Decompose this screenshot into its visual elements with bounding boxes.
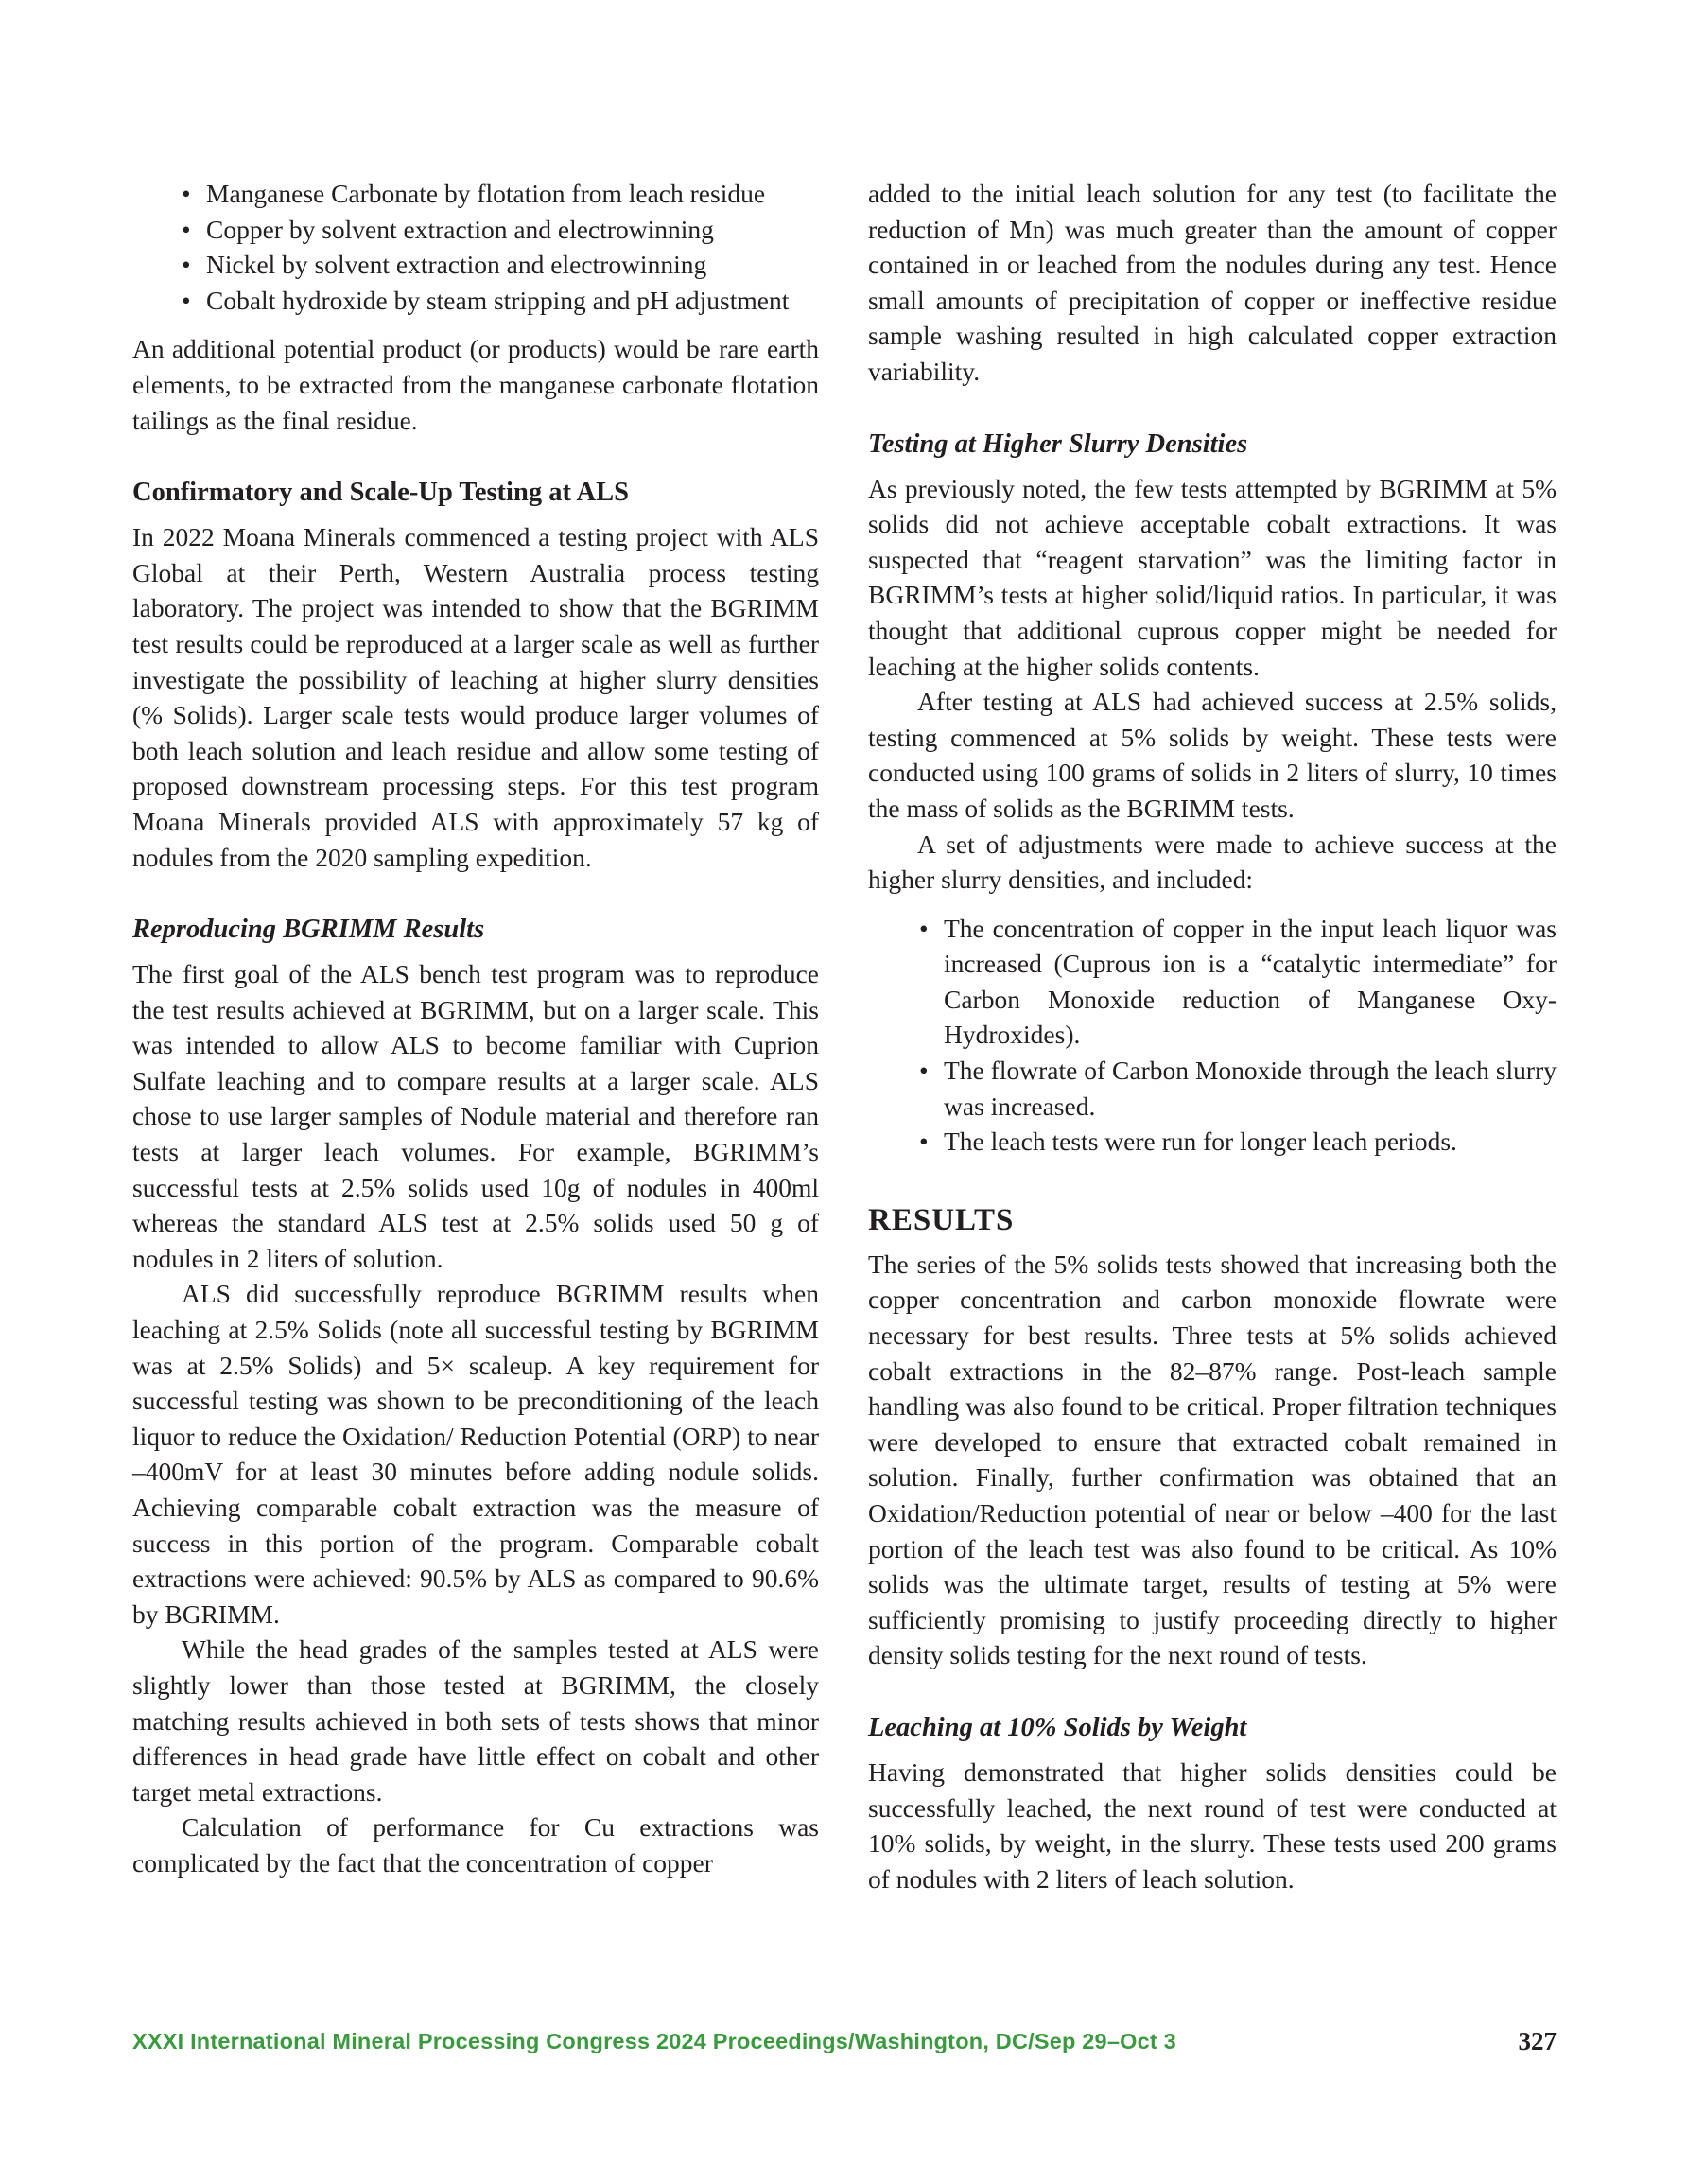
paragraph-higher-density-3: A set of adjustments were made to achieve success at the higher slurry densities, and included: bbox=[868, 829, 1557, 895]
footer-proceedings-text: XXXI International Mineral Processing Congress 2024 Proceedings/Washington, DC/Sep 29–Oct 3 bbox=[132, 2029, 1176, 2053]
adjustments-bullet-list bbox=[868, 911, 1557, 1160]
subsection-heading-reproducing: Reproducing BGRIMM Results bbox=[132, 915, 485, 945]
paragraph-continued: added to the initial leach solution for any test (to facilitate the reduction of Mn) was much greater than the amount of copper contained in or leached from the nodules during any test. Hence small amounts of precipitation of copper or ineffective residue sample washing resulted in high calculated copper extraction variability. bbox=[868, 179, 1557, 386]
list-item: • The flowrate of Carbon Monoxide through the leach slurry was increased. bbox=[868, 1053, 1557, 1124]
section-heading-confirmatory: Confirmatory and Scale-Up Testing at ALS bbox=[132, 478, 629, 508]
subsection-heading-higher-density: Testing at Higher Slurry Densities bbox=[868, 428, 1248, 459]
list-item: • Cobalt hydroxide by steam stripping and pH adjustment bbox=[132, 283, 819, 319]
paragraph-results: The series of the 5% solids tests showed that increasing both the copper concentration and carbon monoxide flowrate were necessary for best results. Three tests at 5% solids achieved cobalt extractions in the 82–87% range. Post-leach sample handling was also found to be critical. Proper filtration techniques were developed to ensure that extracted cobalt remained in solution. Finally, further confirmation was obtained that an Oxidation/Reduction potential of near or below –400 for the last portion of the leach test was also found to be critical. As 10% solids was the ultimate target, results of testing at 5% were sufficiently promising to justify proceeding directly to higher density solids testing for the next round of tests. bbox=[868, 1249, 1557, 1670]
page-number: 327 bbox=[1518, 2027, 1557, 2055]
section-heading-results: RESULTS bbox=[868, 1202, 1015, 1237]
list-item: • The concentration of copper in the input leach liquor was increased (Cuprous ion is a “catalytic intermediate” for Carbon Monoxide reduction of Manganese Oxy-Hydroxides). bbox=[868, 911, 1557, 1053]
right-column bbox=[868, 176, 1557, 1896]
list-item: • The leach tests were run for longer leach periods. bbox=[868, 1124, 1557, 1160]
paragraph-confirmatory: In 2022 Moana Minerals commenced a testing project with ALS Global at their Perth, Western Australia process testing laboratory. The project was intended to show that the BGRIMM test results could be reproduced at a larger scale as well as further investigate the possibility of leaching at higher slurry densities (% Solids). Larger scale tests would produce larger volumes of both leach solution and leach residue and allow some testing of proposed downstream processing steps. For this test program Moana Minerals provided ALS with approximately 57 kg of nodules from the 2020 sampling expedition. bbox=[132, 522, 819, 872]
list-item: • Nickel by solvent extraction and electrowinning bbox=[132, 247, 819, 283]
paragraph-reproducing-4: Calculation of performance for Cu extractions was complicated by the fact that the concentration of copper bbox=[132, 1812, 819, 1878]
paragraph-reproducing-2: ALS did successfully reproduce BGRIMM results when leaching at 2.5% Solids (note all successful testing by BGRIMM was at 2.5% Solids) and 5× scaleup. A key requirement for successful testing was shown to be preconditioning of the leach liquor to reduce the Oxidation/ Reduction Potential (ORP) to near –400mV for at least 30 minutes before adding nodule solids. Achieving comparable cobalt extraction was the measure of success in this portion of the program. Comparable cobalt extractions were achieved: 90.5% by ALS as compared to 90.6% by BGRIMM. bbox=[132, 1279, 819, 1629]
intro-paragraph: An additional potential product (or products) would be rare earth elements, to be extracted from the manganese carbonate flotation tailings as the final residue. bbox=[132, 334, 819, 435]
list-item: • Copper by solvent extraction and electrowinning bbox=[132, 212, 819, 248]
subsection-heading-leaching-10: Leaching at 10% Solids by Weight bbox=[868, 1712, 1247, 1742]
paragraph-reproducing-1: The first goal of the ALS bench test program was to reproduce the test results achieved at BGRIMM, but on a larger scale. This was intended to allow ALS to become familiar with Cuprion Sulfate leaching and to compare results at a larger scale. ALS chose to use larger samples of Nodule material and therefore ran tests at larger leach volumes. For example, BGRIMM’s successful tests at 2.5% solids used 10g of nodules in 400ml whereas the standard ALS test at 2.5% solids used 50 g of nodules in 2 liters of solution. bbox=[132, 959, 819, 1273]
left-column bbox=[132, 176, 819, 1881]
page-footer bbox=[132, 2029, 1557, 2067]
product-bullet-list bbox=[132, 176, 819, 318]
paragraph-reproducing-3: While the head grades of the samples tested at ALS were slightly lower than those tested at BGRIMM, the closely matching results achieved in both sets of tests shows that minor differences in head grade have little effect on cobalt and other target metal extractions. bbox=[132, 1634, 819, 1807]
paragraph-higher-density-1: As previously noted, the few tests attempted by BGRIMM at 5% solids did not achieve acceptable cobalt extractions. It was suspected that “reagent starvation” was the limiting factor in BGRIMM’s tests at higher solid/liquid ratios. In particular, it was thought that additional cuprous copper might be needed for leaching at the higher solids contents. bbox=[868, 473, 1557, 681]
paragraph-higher-density-2: After testing at ALS had achieved success at 2.5% solids, testing commenced at 5% solids by weight. These tests were conducted using 100 grams of solids in 2 liters of slurry, 10 times the mass of solids as the BGRIMM tests. bbox=[868, 687, 1557, 823]
list-item: • Manganese Carbonate by flotation from leach residue bbox=[132, 176, 819, 212]
paragraph-leaching-10: Having demonstrated that higher solids densities could be successfully leached, the next round of test were conducted at 10% solids, by weight, in the slurry. These tests used 200 grams of nodules with 2 liters of leach solution. bbox=[868, 1756, 1557, 1894]
